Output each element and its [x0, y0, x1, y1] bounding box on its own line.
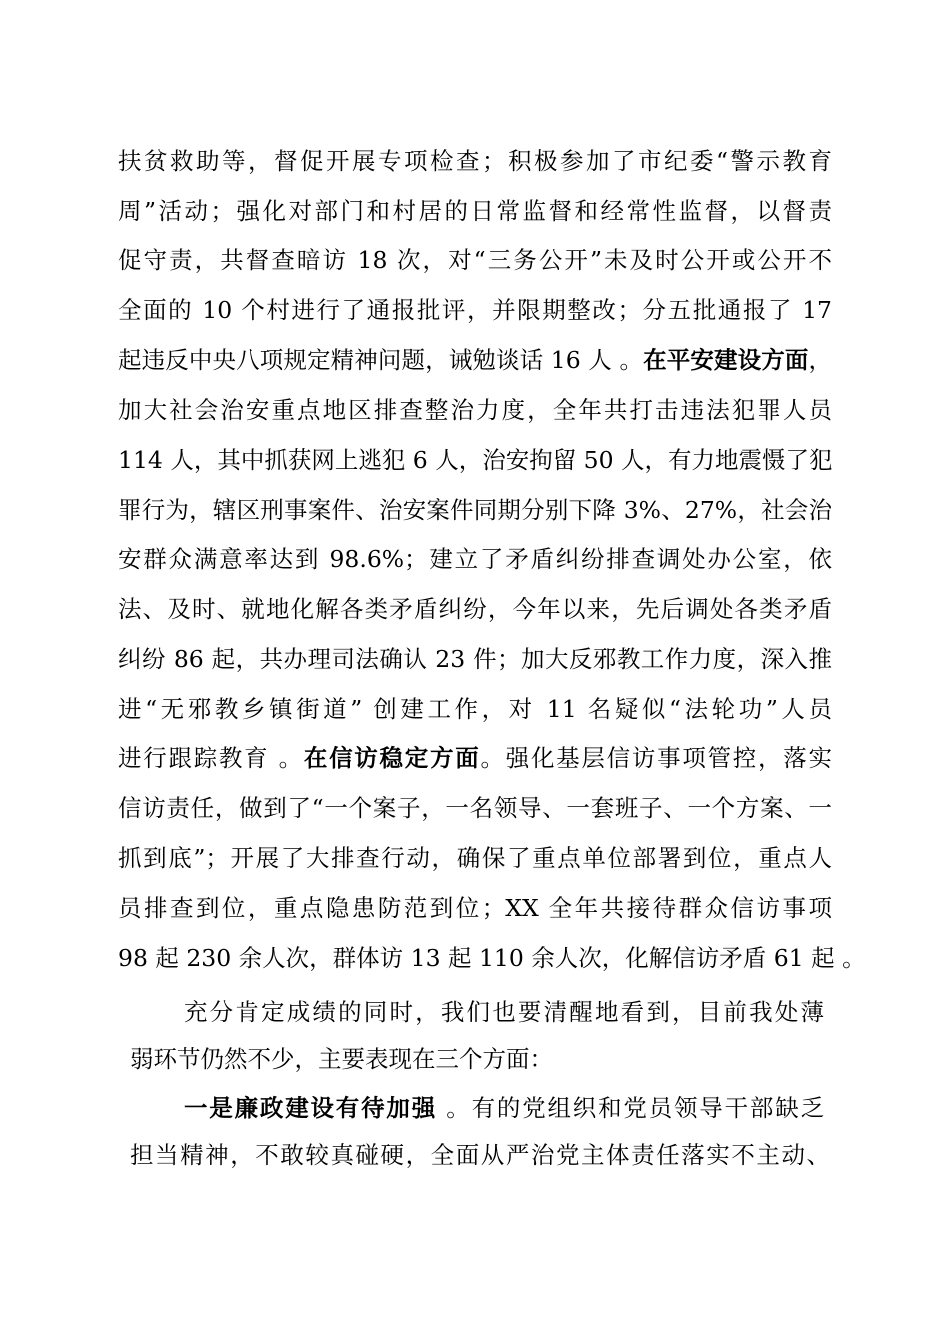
bold-heading-integrity: 一是廉政建设有待加强: [184, 1094, 438, 1122]
text-line: [118, 290, 832, 330]
text-line: [118, 440, 832, 480]
text-span: 担当精神，不敢较真碰硬，全面从严治党主体责任落实不主动、: [130, 1141, 830, 1169]
text-span: ，: [808, 346, 833, 374]
text-line: [118, 390, 832, 430]
text-line: [118, 589, 832, 629]
text-span: 起违反中央八项规定精神问题，诫勉谈话 16 人 。: [118, 346, 644, 374]
text-span: 罪行为，辖区刑事案件、治安案件同期分别下降 3%、27%，社会治: [118, 496, 832, 524]
text-span: 抓到底”；开展了大排查行动，确保了重点单位部署到位，重点人: [118, 844, 832, 872]
text-line: [118, 141, 832, 181]
text-line: [118, 938, 866, 978]
text-line: [118, 191, 832, 231]
text-span: 。有的党组织和党员领导干部缺乏: [437, 1094, 824, 1122]
text-line: [118, 788, 832, 828]
text-line: [118, 240, 832, 280]
text-span: 全面的 10 个村进行了通报批评，并限期整改；分五批通报了 17: [118, 296, 832, 324]
text-line: [118, 738, 832, 778]
text-span: 周”活动；强化对部门和村居的日常监督和经常性监督，以督责: [118, 197, 832, 225]
text-span: 促守责，共督查暗访 18 次，对“三务公开”未及时公开或公开不: [118, 246, 832, 274]
text-line: [118, 340, 832, 380]
text-span: 加大社会治安重点地区排查整治力度，全年共打击违法犯罪人员: [118, 396, 832, 424]
text-line: [118, 639, 832, 679]
text-line: [130, 1039, 830, 1079]
text-span: 充分肯定成绩的同时，我们也要清醒地看到，目前我处薄: [184, 998, 824, 1026]
text-line: [130, 1135, 830, 1175]
text-line: [184, 1088, 824, 1128]
text-span: 员排查到位，重点隐患防范到位；XX 全年共接待群众信访事项: [118, 894, 832, 922]
bold-heading-petition: 在信访稳定方面: [303, 744, 481, 772]
text-span: 98 起 230 余人次，群体访 13 起 110 余人次，化解信访矛盾 61 起 。: [118, 944, 866, 972]
text-line: [118, 689, 832, 729]
text-span: 弱环节仍然不少，主要表现在三个方面：: [130, 1045, 553, 1073]
text-line: [184, 992, 824, 1032]
text-line: [118, 838, 832, 878]
text-line: [118, 539, 832, 579]
text-span: 进行跟踪教育 。: [118, 744, 304, 772]
bold-heading-safety: 在平安建设方面: [643, 346, 809, 374]
text-span: 安群众满意率达到 98.6%；建立了矛盾纠纷排查调处办公室，依: [118, 545, 832, 573]
text-span: 法、及时、就地化解各类矛盾纠纷，今年以来，先后调处各类矛盾: [118, 595, 832, 623]
text-span: 114 人，其中抓获网上逃犯 6 人，治安拘留 50 人，有力地震慑了犯: [118, 446, 833, 474]
text-line: [118, 490, 832, 530]
text-span: 进“无邪教乡镇街道” 创建工作，对 11 名疑似“法轮功”人员: [118, 695, 832, 723]
text-line: [118, 888, 832, 928]
text-span: 信访责任，做到了“一个案子，一名领导、一套班子、一个方案、一: [118, 794, 832, 822]
text-span: 纠纷 86 起，共办理司法确认 23 件；加大反邪教工作力度，深入推: [118, 645, 832, 673]
text-span: 扶贫救助等，督促开展专项检查；积极参加了市纪委“警示教育: [118, 147, 832, 175]
text-span: 。强化基层信访事项管控，落实: [480, 744, 833, 772]
